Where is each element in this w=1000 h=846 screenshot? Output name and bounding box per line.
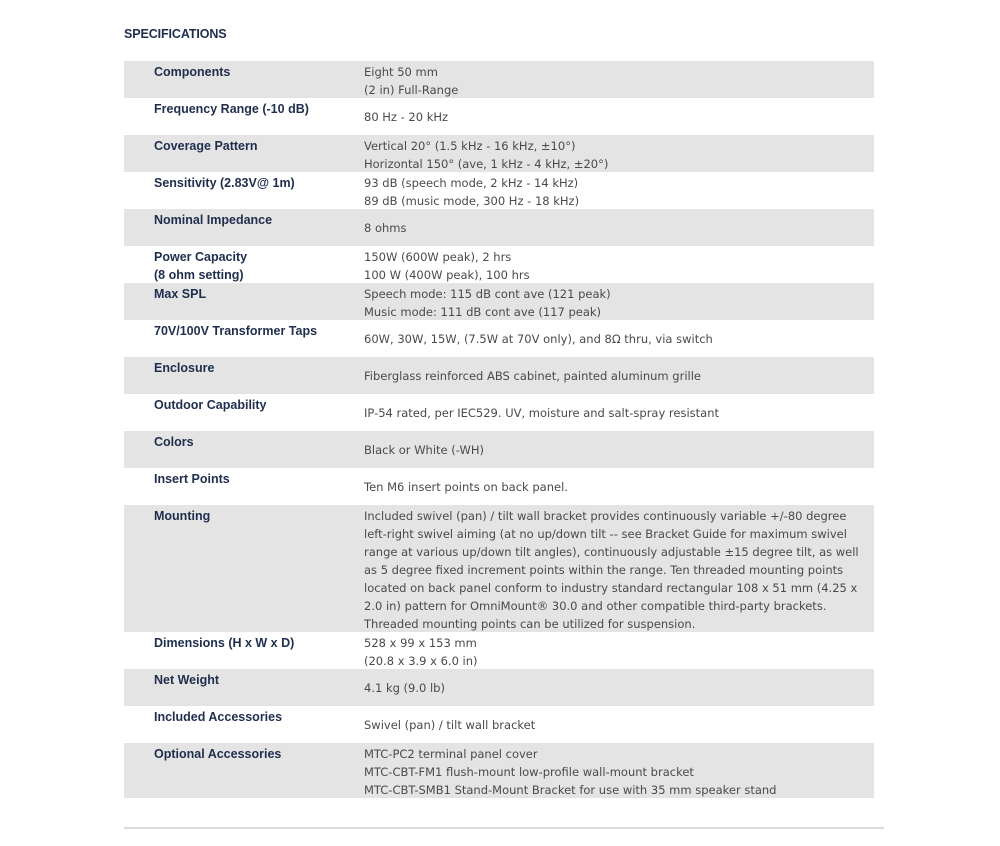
spec-row <box>124 468 874 505</box>
spec-value <box>364 632 874 669</box>
spec-label <box>124 669 364 706</box>
spec-label-line: Coverage Pattern <box>154 139 258 153</box>
spec-label-line: Colors <box>154 435 194 449</box>
spec-label <box>124 505 364 632</box>
spec-label-line: Sensitivity (2.83V@ 1m) <box>154 176 295 190</box>
spec-value-line: Music mode: 111 dB cont ave (117 peak) <box>364 305 602 319</box>
spec-value <box>364 172 874 209</box>
spec-value-line: Ten M6 insert points on back panel. <box>364 480 568 494</box>
spec-label <box>124 135 364 172</box>
spec-label-line: Power Capacity <box>154 250 248 264</box>
section-title: SPECIFICATIONS <box>124 27 227 41</box>
spec-label-line: Insert Points <box>154 472 230 486</box>
spec-row <box>124 172 874 209</box>
spec-row <box>124 669 874 706</box>
spec-value-line: Horizontal 150° (ave, 1 kHz - 4 kHz, ±20°) <box>364 157 609 171</box>
spec-label <box>124 172 364 209</box>
spec-label <box>124 357 364 394</box>
spec-row <box>124 706 874 743</box>
spec-row <box>124 320 874 357</box>
spec-value <box>364 394 874 431</box>
spec-row <box>124 135 874 172</box>
spec-value-line: (2 in) Full-Range <box>364 83 459 97</box>
spec-value-line: 8 ohms <box>364 221 407 235</box>
spec-value-line: 528 x 99 x 153 mm <box>364 636 477 650</box>
spec-label <box>124 743 364 798</box>
spec-label-line: Mounting <box>154 509 211 523</box>
spec-row <box>124 61 874 98</box>
spec-label-line: Optional Accessories <box>154 747 282 761</box>
spec-label-line: Included Accessories <box>154 710 283 724</box>
spec-value-line: MTC-PC2 terminal panel cover <box>364 747 538 761</box>
divider <box>124 827 884 829</box>
spec-label-line: Nominal Impedance <box>154 213 273 227</box>
spec-value-line: Black or White (-WH) <box>364 443 484 457</box>
spec-label <box>124 209 364 246</box>
spec-row <box>124 743 874 798</box>
spec-label <box>124 431 364 468</box>
spec-value-line: Eight 50 mm <box>364 65 438 79</box>
spec-value <box>364 246 874 283</box>
spec-value-line: Speech mode: 115 dB cont ave (121 peak) <box>364 287 611 301</box>
spec-label-line: Outdoor Capability <box>154 398 267 412</box>
spec-value <box>364 209 874 246</box>
spec-value <box>364 135 874 172</box>
spec-value-line: 80 Hz - 20 kHz <box>364 110 449 124</box>
spec-value <box>364 320 874 357</box>
spec-value <box>364 283 874 320</box>
spec-row <box>124 246 874 283</box>
spec-row <box>124 98 874 135</box>
spec-label <box>124 320 364 357</box>
spec-value-paragraph: Included swivel (pan) / tilt wall bracket provides continuously variable +/-80 degree left-right swivel aiming (at no up/down tilt -- see Bracket Guide for maximum swivel range at various up/down tilt angles), continuously adjustable ±15 degree tilt, as well as 5 degree fixed increment points within the range. Ten threaded mounting points located on back panel conform to industry standard rectangular 108 x 51 mm (4.25 x 2.0 in) pattern for OmniMount® 30.0 and other compatible third-party brackets. Threaded mounting points can be utilized for suspension. <box>364 509 859 631</box>
spec-label-line: Net Weight <box>154 673 220 687</box>
spec-value-line: 100 W (400W peak), 100 hrs <box>364 268 530 282</box>
spec-value <box>364 743 874 798</box>
spec-value-line: 60W, 30W, 15W, (7.5W at 70V only), and 8Ω thru, via switch <box>364 332 713 346</box>
spec-value-line: 150W (600W peak), 2 hrs <box>364 250 512 264</box>
spec-row <box>124 357 874 394</box>
spec-value <box>364 505 874 632</box>
spec-label-line: (8 ohm setting) <box>154 268 244 282</box>
spec-label <box>124 706 364 743</box>
spec-value <box>364 468 874 505</box>
spec-value-line: 93 dB (speech mode, 2 kHz - 14 kHz) <box>364 176 579 190</box>
spec-value-line: Fiberglass reinforced ABS cabinet, painted aluminum grille <box>364 369 701 383</box>
spec-value <box>364 431 874 468</box>
spec-row <box>124 209 874 246</box>
spec-label <box>124 632 364 669</box>
spec-label-line: Enclosure <box>154 361 215 375</box>
spec-row <box>124 505 874 632</box>
spec-table <box>124 61 874 798</box>
spec-value <box>364 61 874 98</box>
spec-label-line: Components <box>154 65 231 79</box>
spec-value-line: 89 dB (music mode, 300 Hz - 18 kHz) <box>364 194 580 208</box>
spec-row <box>124 431 874 468</box>
spec-value <box>364 357 874 394</box>
spec-value-line: MTC-CBT-SMB1 Stand-Mount Bracket for use with 35 mm speaker stand <box>364 783 777 797</box>
spec-label-line: Dimensions (H x W x D) <box>154 636 295 650</box>
spec-value-line: MTC-CBT-FM1 flush-mount low-profile wall-mount bracket <box>364 765 694 779</box>
spec-row <box>124 283 874 320</box>
spec-value-line: 4.1 kg (9.0 lb) <box>364 681 445 695</box>
spec-label <box>124 246 364 283</box>
spec-value <box>364 98 874 135</box>
spec-label <box>124 468 364 505</box>
spec-label-line: 70V/100V Transformer Taps <box>154 324 318 338</box>
spec-value <box>364 706 874 743</box>
spec-label-line: Max SPL <box>154 287 207 301</box>
spec-label <box>124 394 364 431</box>
spec-label-line: Frequency Range (-10 dB) <box>154 102 309 116</box>
spec-label <box>124 98 364 135</box>
spec-value-line: Swivel (pan) / tilt wall bracket <box>364 718 536 732</box>
spec-row <box>124 632 874 669</box>
spec-row <box>124 394 874 431</box>
spec-value-line: IP-54 rated, per IEC529. UV, moisture and salt-spray resistant <box>364 406 720 420</box>
spec-value <box>364 669 874 706</box>
spec-value-line: (20.8 x 3.9 x 6.0 in) <box>364 654 478 668</box>
spec-label <box>124 283 364 320</box>
spec-label <box>124 61 364 98</box>
spec-value-line: Vertical 20° (1.5 kHz - 16 kHz, ±10°) <box>364 139 576 153</box>
